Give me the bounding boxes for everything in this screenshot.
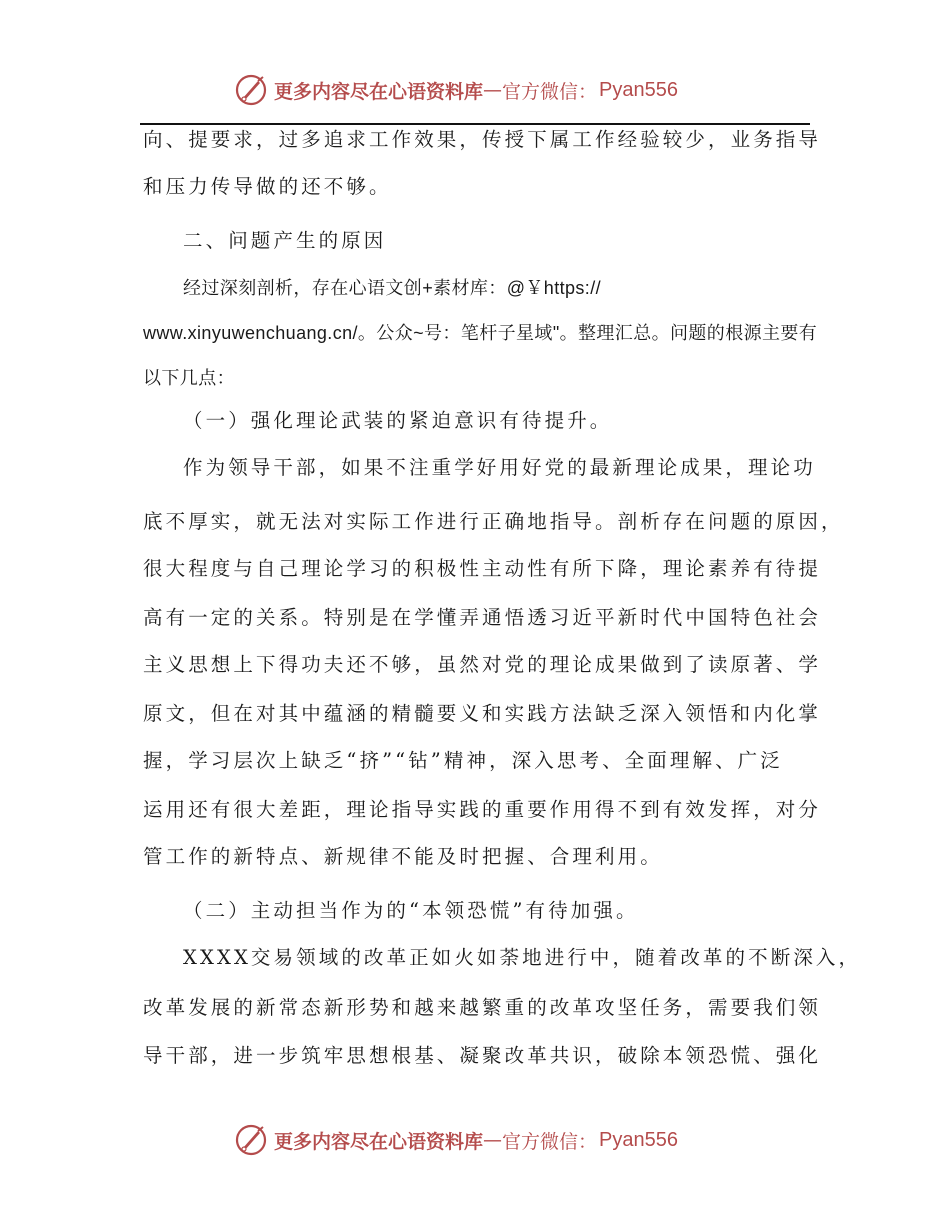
- footer-banner-text: 更多内容尽在心语资料库: [274, 1130, 484, 1153]
- header-wechat-label: 官方微信：: [502, 80, 598, 103]
- header-banner: [234, 70, 678, 110]
- header-divider: [140, 123, 810, 125]
- footer-wechat-label: 官方微信：: [502, 1130, 598, 1153]
- header-banner-text: 更多内容尽在心语资料库: [274, 80, 484, 103]
- body-line: www.xinyuwenchuang.cn/。公众~号：笔杆子星域"。整理汇总。问题的根源主要有: [143, 323, 818, 343]
- body-line: 向、提要求，过多追求工作效果，传授下属工作经验较少，业务指导: [143, 128, 822, 151]
- footer-banner: [234, 1120, 678, 1160]
- body-line: 原文，但在对其中蕴涵的精髓要义和实践方法缺乏深入领悟和内化掌: [143, 702, 822, 725]
- body-line: 导干部，进一步筑牢思想根基、凝聚改革共识，破除本领恐慌、强化: [143, 1044, 822, 1067]
- section-heading: 二、问题产生的原因: [183, 229, 387, 252]
- body-line: 经过深刻剖析，存在心语文创+素材库：@￥https://: [183, 278, 602, 298]
- header-banner-dash: —: [483, 79, 503, 101]
- header-wechat-id: Pyan556: [599, 78, 678, 101]
- body-line: 以下几点：: [143, 368, 235, 388]
- body-line: 握，学习层次上缺乏“挤”“钻”精神，深入思考、全面理解、广泛: [143, 749, 783, 772]
- body-line: 和压力传导做的还不够。: [143, 175, 392, 198]
- quill-logo-icon: [234, 1123, 268, 1157]
- body-line: 管工作的新特点、新规律不能及时把握、合理利用。: [143, 845, 663, 868]
- body-line: 主义思想上下得功夫还不够，虽然对党的理论成果做到了读原著、学: [143, 653, 822, 676]
- footer-banner-dash: —: [483, 1129, 503, 1151]
- body-line: 改革发展的新常态新形势和越来越繁重的改革攻坚任务，需要我们领: [143, 996, 822, 1019]
- body-line: 运用还有很大差距，理论指导实践的重要作用得不到有效发挥，对分: [143, 798, 822, 821]
- quill-logo-icon: [234, 73, 268, 107]
- body-line: 高有一定的关系。特别是在学懂弄通悟透习近平新时代中国特色社会: [143, 606, 822, 629]
- subsection-heading: （二）主动担当作为的“本领恐慌”有待加强。: [183, 899, 639, 922]
- body-line: XXXX交易领域的改革正如火如荼地进行中，随着改革的不断深入，: [183, 946, 862, 969]
- body-line: 很大程度与自己理论学习的积极性主动性有所下降，理论素养有待提: [143, 557, 822, 580]
- subsection-heading: （一）强化理论武装的紧迫意识有待提升。: [183, 409, 613, 432]
- footer-wechat-id: Pyan556: [599, 1128, 678, 1151]
- body-line: 作为领导干部，如果不注重学好用好党的最新理论成果，理论功: [183, 456, 816, 479]
- body-line: 底不厚实，就无法对实际工作进行正确地指导。剖析存在问题的原因，: [143, 510, 844, 533]
